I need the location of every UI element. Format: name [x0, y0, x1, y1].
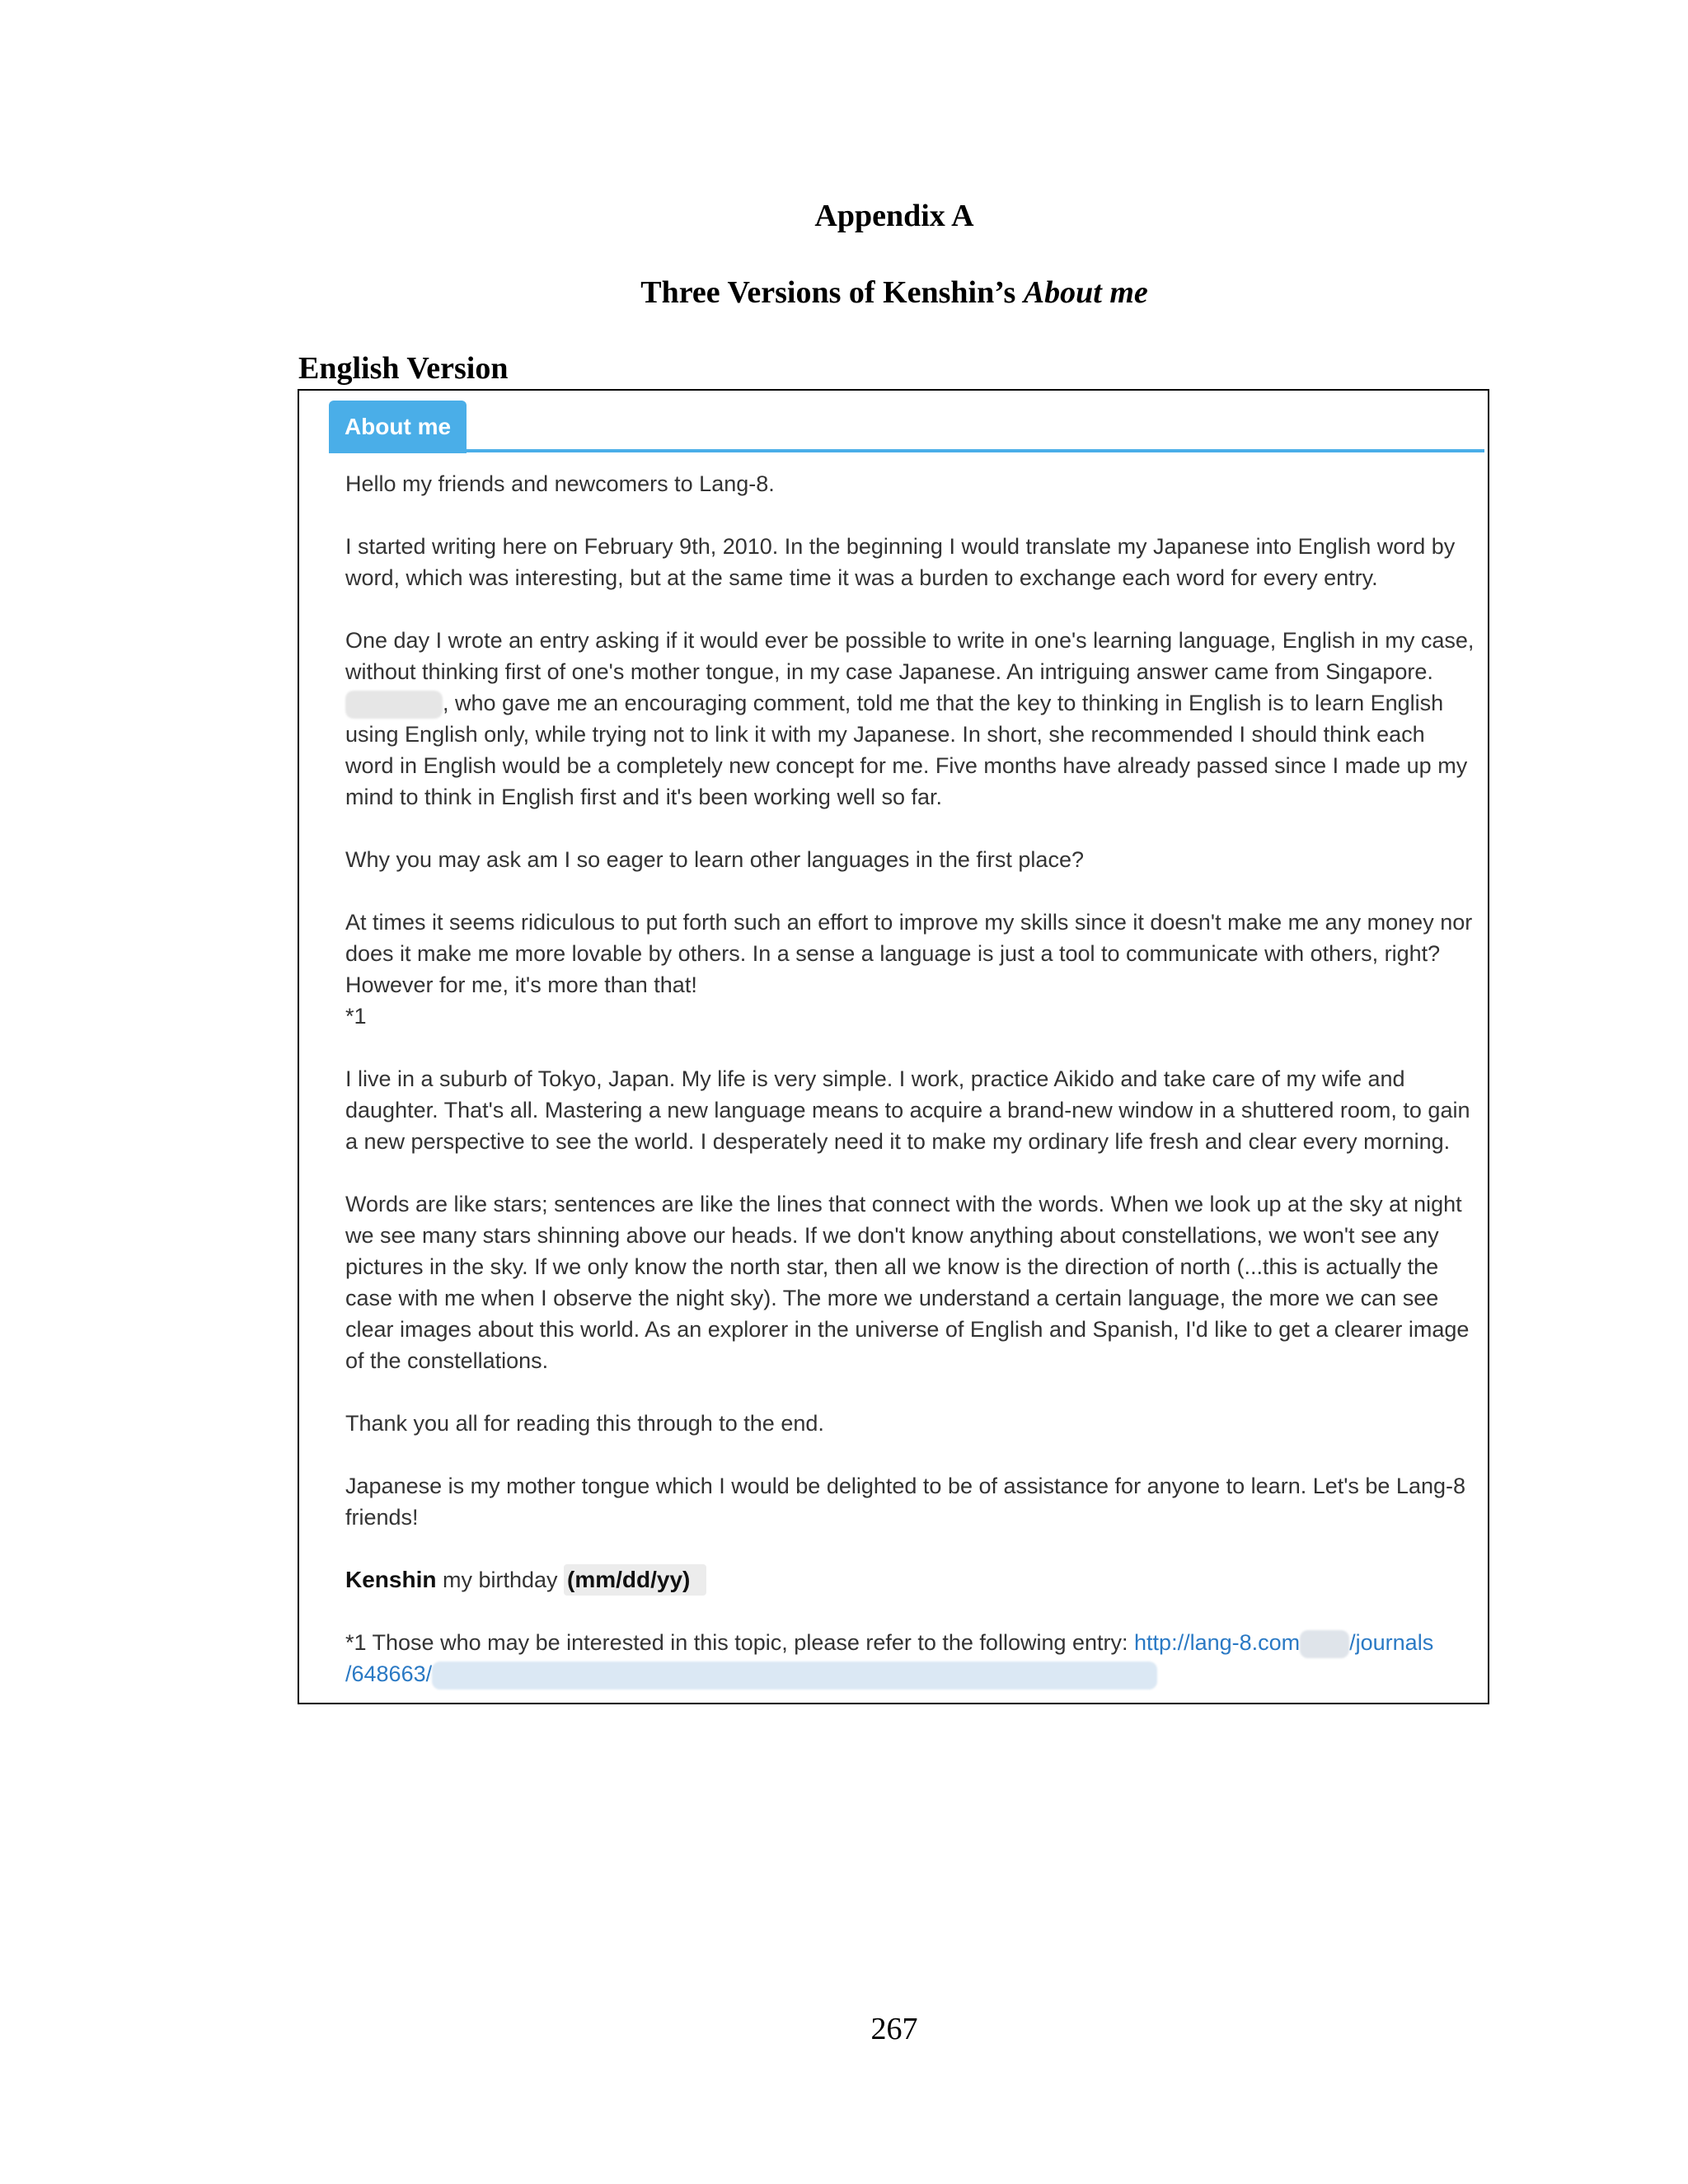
paragraph-greeting: Hello my friends and newcomers to Lang-8.	[345, 471, 775, 496]
paragraph-thanks: Thank you all for reading this through to the end.	[345, 1411, 824, 1436]
paragraph-singapore-a: One day I wrote an entry asking if it would ever be possible to write in one's learning language, English in my case, without thinking first of one's mother tongue, in my case Japanese. An intriguing answer came from Singapore.	[345, 628, 1475, 684]
redacted-username	[1300, 1630, 1349, 1658]
paragraph-friends: Japanese is my mother tongue which I would be delighted to be of assistance for anyone to learn. Let's be Lang-8 friends!	[345, 1474, 1466, 1530]
tab-about-me[interactable]: About me	[329, 401, 467, 453]
about-me-content	[345, 468, 1475, 1690]
footnote-link-start[interactable]: http://lang-8.com	[1134, 1630, 1301, 1655]
paragraph-singapore-b: , who gave me an encouraging comment, told me that the key to thinking in English is to learn English using English only, while trying not to link it with my Japanese. In short, she recommended I should think each word in English would be a completely new concept for me. Five months have already passed since I made up my mind to think in English first and it's been working well so far.	[345, 691, 1468, 809]
appendix-subtitle	[0, 274, 1688, 311]
about-me-screenshot	[298, 389, 1489, 1704]
paragraph-effort-text: At times it seems ridiculous to put forth such an effort to improve my skills since it doesn't make me any money nor does it make me more lovable by others. In a sense a language is just a tool to communicate with others, right? However for me, it's more than that!	[345, 910, 1473, 997]
page-number: 267	[870, 2012, 918, 2046]
footnote-marker: *1	[345, 1004, 367, 1029]
tab-underline	[329, 449, 1484, 452]
paragraph-stars: Words are like stars; sentences are like the lines that connect with the words. When we look up at the sky at night we see many stars shinning above our heads. If we don't know anything about constellations, we won't see any pictures in the sky. If we only know the north star, then all we know is the direction of north (...this is actually the case with me when I observe the night sky). The more we understand a certain language, the more we can see clear images about this world. As an explorer in the universe of English and Spanish, I'd like to get a clearer image of the constellations.	[345, 1192, 1470, 1373]
tab-bar	[329, 401, 1484, 439]
signoff	[345, 1564, 1475, 1596]
redacted-name	[345, 691, 443, 719]
section-heading: English Version	[298, 351, 509, 386]
paragraph-start: I started writing here on February 9th, 2010. In the beginning I would translate my Japanese into English word by word, which was interesting, but at the same time it was a burden to exchange each word for every entry.	[345, 534, 1456, 590]
signoff-name: Kenshin	[345, 1567, 437, 1592]
footnote-link-mid[interactable]: /journals	[1349, 1630, 1434, 1655]
paragraph-effort	[345, 907, 1475, 1032]
signoff-text: my birthday	[436, 1568, 565, 1592]
paragraph-question: Why you may ask am I so eager to learn other languages in the first place?	[345, 847, 1084, 872]
appendix-title: Appendix A	[814, 199, 974, 233]
subtitle-italic: About me	[1023, 275, 1148, 310]
birthday-date-format: (mm/dd/yy)	[564, 1564, 706, 1596]
footnote-link-end[interactable]: /648663/	[345, 1661, 433, 1686]
footnote-text: *1 Those who may be interested in this topic, please refer to the following entry:	[345, 1630, 1135, 1655]
paragraph-singapore	[345, 625, 1475, 813]
paragraph-life: I live in a suburb of Tokyo, Japan. My life is very simple. I work, practice Aikido and take care of my wife and daughter. That's all. Mastering a new language means to acquire a brand-new window in a shuttered room, to gain a new perspective to see the world. I desperately need it to make my ordinary life fresh and clear every morning.	[345, 1066, 1470, 1154]
redacted-link-slug	[432, 1661, 1157, 1690]
footnote	[345, 1627, 1475, 1690]
subtitle-prefix: Three Versions of Kenshin’s	[640, 275, 1024, 310]
